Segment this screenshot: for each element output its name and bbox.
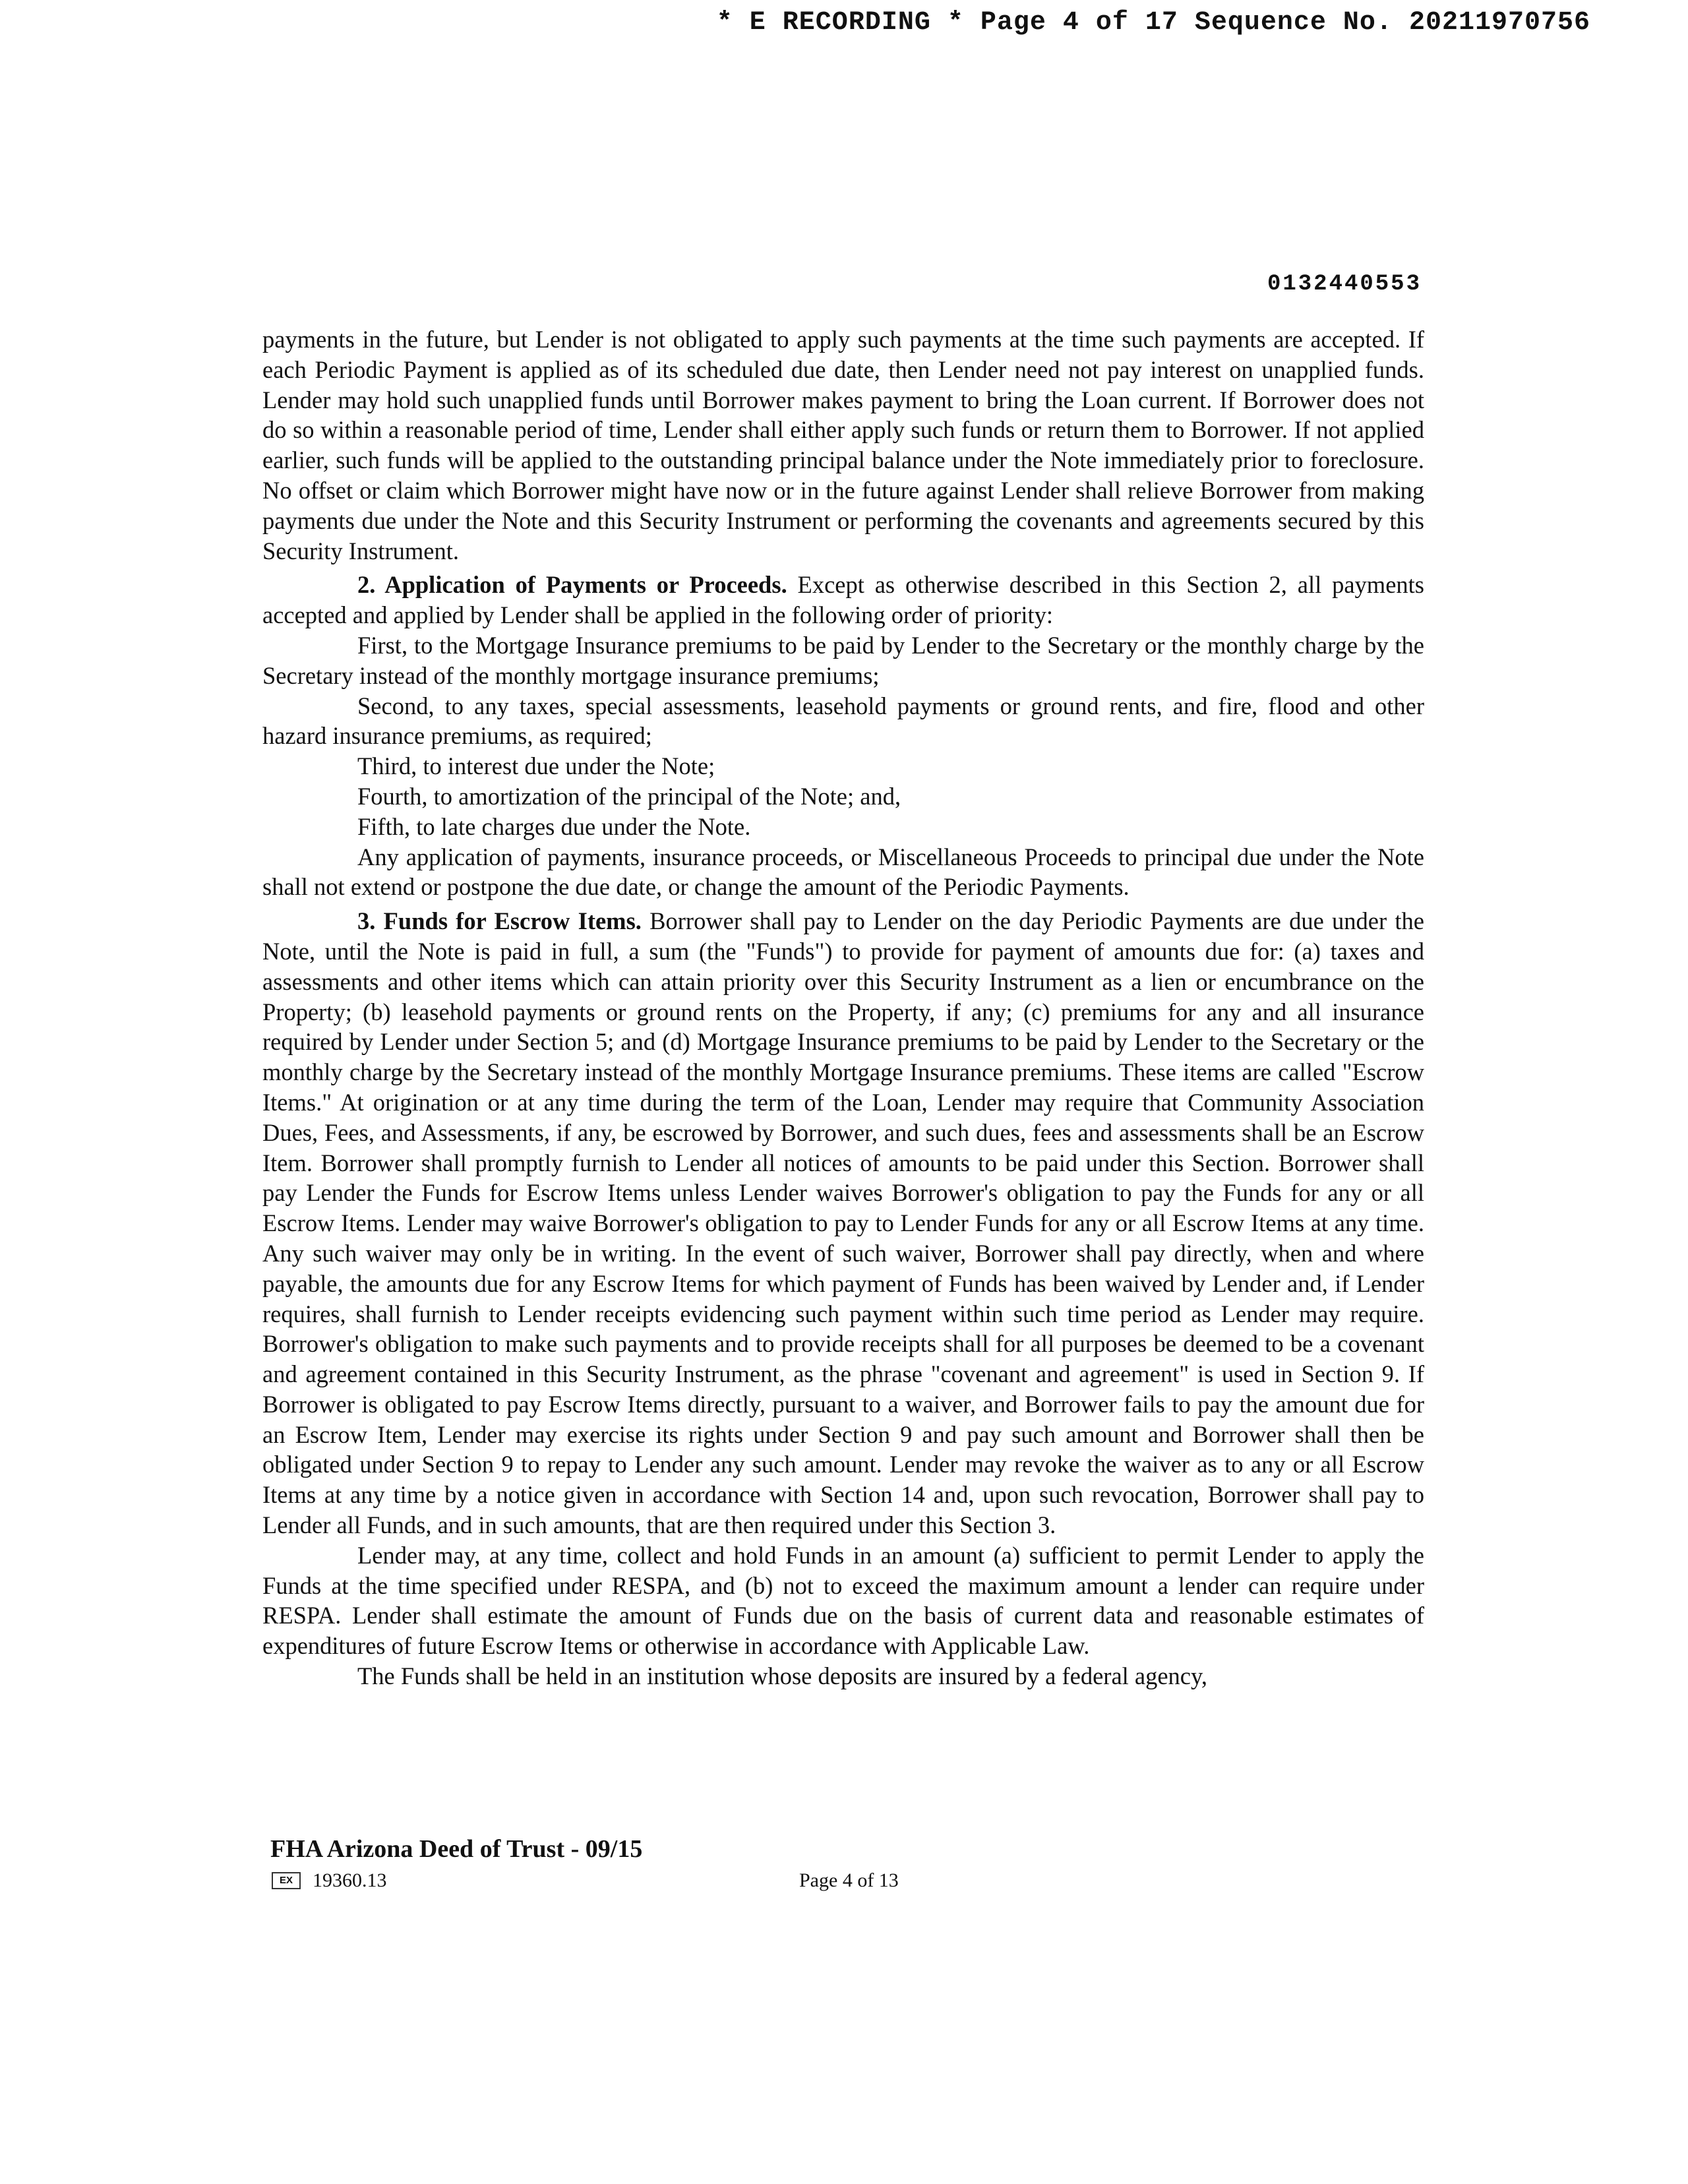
recording-stamp: * E RECORDING * Page 4 of 17 Sequence No. 20211970756	[716, 8, 1590, 38]
priority-fourth: Fourth, to amortization of the principal of the Note; and,	[357, 782, 901, 810]
priority-second: Second, to any taxes, special assessments, leasehold payments or ground rents, and fire, flood and other hazard insurance premiums, as required;	[262, 692, 1424, 750]
application-paragraph: Any application of payments, insurance proceeds, or Miscellaneous Proceeds to principal due under the Note shall not extend or postpone the due date, or change the amount of the Periodic Payments.	[262, 843, 1424, 901]
paragraph-continuation: payments in the future, but Lender is not obligated to apply such payments at the time such payments are accepted. If each Periodic Payment is applied as of its scheduled due date, then Lender need not pay interest on unapplied funds. Lender may hold such unapplied funds until Borrower makes payment to bring the Loan current. If Borrower does not do so within a reasonable period of time, Lender shall either apply such funds or return them to Borrower. If not applied earlier, such funds will be applied to the outstanding principal balance under the Note immediately prior to foreclosure. No offset or claim which Borrower might have now or in the future against Lender shall relieve Borrower from making payments due under the Note and this Security Instrument or performing the covenants and agreements secured by this Security Instrument.	[262, 326, 1424, 564]
section-2-paragraph	[262, 570, 1424, 630]
priority-third: Third, to interest due under the Note;	[357, 752, 715, 780]
document-body	[262, 324, 1424, 1691]
loan-number: 0132440553	[1267, 272, 1422, 297]
ellie-mae-logo-icon: EX	[272, 1872, 301, 1889]
form-id	[272, 1869, 387, 1892]
page-number: Page 4 of 13	[799, 1869, 899, 1891]
section-3-paragraph	[262, 906, 1424, 1540]
lender-collect-paragraph: Lender may, at any time, collect and hold Funds in an amount (a) sufficient to permit Lender to apply the Funds at the time specified under RESPA, and (b) not to exceed the maximum amount a lender can require under RESPA. Lender shall estimate the amount of Funds due on the basis of current data and reasonable estimates of expenditures of future Escrow Items or otherwise in accordance with Applicable Law.	[262, 1541, 1424, 1660]
section-2-heading: 2. Application of Payments or Proceeds.	[357, 571, 787, 599]
form-title: FHA Arizona Deed of Trust - 09/15	[270, 1835, 643, 1863]
section-3-heading: 3. Funds for Escrow Items.	[357, 907, 642, 935]
priority-fifth: Fifth, to late charges due under the Note.	[357, 812, 751, 840]
section-3-text: Borrower shall pay to Lender on the day Periodic Payments are due under the Note, until the Note is paid in full, a sum (the "Funds") to provide for payment of amounts due for: (a) taxes and assessments and other items which can attain priority over this Security Instrument as a lien or encumbrance on the Property; (b) leasehold payments or ground rents on the Property, if any; (c) premiums for any and all insurance required by Lender under Section 5; and (d) Mortgage Insurance premiums to be paid by Lender to the Secretary or the monthly charge by the Secretary instead of the monthly Mortgage Insurance premiums. These items are called "Escrow Items." At origination or at any time during the term of the Loan, Lender may require that Community Association Dues, Fees, and Assessments, if any, be escrowed by Borrower, and such dues, fees and assessments shall be an Escrow Item. Borrower shall promptly furnish to Lender all notices of amounts to be paid under this Section. Borrower shall pay Lender the Funds for Escrow Items unless Lender waives Borrower's obligation to pay the Funds for any or all Escrow Items. Lender may waive Borrower's obligation to pay to Lender Funds for any or all Escrow Items at any time. Any such waiver may only be in writing. In the event of such waiver, Borrower shall pay directly, when and where payable, the amounts due for any Escrow Items for which payment of Funds has been waived by Lender and, if Lender requires, shall furnish to Lender receipts evidencing such payment within such time period as Lender may require. Borrower's obligation to make such payments and to provide receipts shall for all purposes be deemed to be a covenant and agreement contained in this Security Instrument, as the phrase "covenant and agreement" is used in Section 9. If Borrower is obligated to pay Escrow Items directly, pursuant to a waiver, and Borrower fails to pay the amount due for an Escrow Item, Lender may exercise its rights under Section 9 and pay such amount and Borrower shall then be obligated under Section 9 to repay to Lender any such amount. Lender may revoke the waiver as to any or all Escrow Items at any time by a notice given in accordance with Section 14 and, upon such revocation, Borrower shall pay to Lender all Funds, and in such amounts, that are then required under this Section 3.	[262, 907, 1424, 1539]
funds-held-paragraph: The Funds shall be held in an institution whose deposits are insured by a federal agency,	[357, 1662, 1208, 1690]
priority-first: First, to the Mortgage Insurance premiums to be paid by Lender to the Secretary or the monthly charge by the Secretary instead of the monthly mortgage insurance premiums;	[262, 631, 1424, 689]
form-number: 19360.13	[313, 1869, 387, 1891]
section-2-text: Except as otherwise described in this Section 2, all payments accepted and applied by Lender shall be applied in the following order of priority:	[262, 571, 1424, 629]
